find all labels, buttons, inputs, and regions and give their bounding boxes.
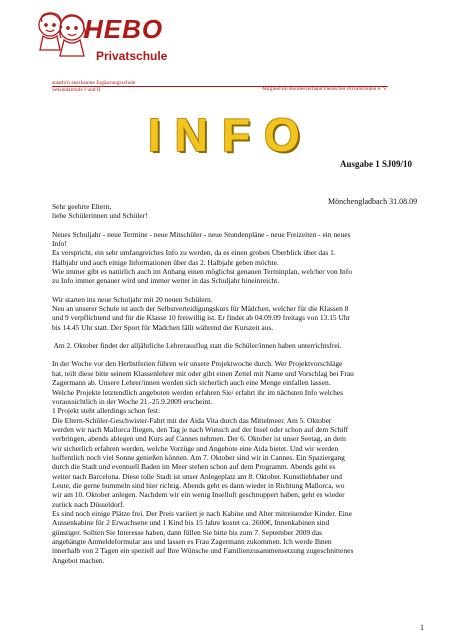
text-line: Info! — [52, 239, 67, 249]
text-line: zu Info immer genauer wird und immer weiter in das Schuljahr hineinreicht. — [52, 276, 280, 286]
text-line: günstiger. Sollten Sie Interesse haben, dann füllen Sie bitte bis zum 7. September 2009 das — [52, 527, 322, 537]
greeting-line: Sehr geehrte Eltern, — [52, 202, 112, 211]
school-logo — [34, 8, 168, 86]
text-line: Wir starten ins neue Schuljahr mit 20 neuen Schülern. — [52, 294, 213, 304]
paragraph-intro — [52, 230, 418, 286]
text-line: Wie immer gibt es natürlich auch im Anhang einen möglichst genauen Terminplan, welcher von Info — [52, 267, 352, 277]
text-line: Es sind noch einige Plätze frei. Der Preis variiert je nach Kabine und Alter mitreisender Kinder. Eine — [52, 508, 352, 518]
text-line: Welche Projekte letztendlich angeboten werden erfahren Sie/ erfahrt ihr im nächsten Info welches — [52, 387, 343, 397]
greeting — [52, 202, 418, 221]
text-line: Leute, die gerne bummeln sind hier richtig. Abends geht es dann wieder in Richtung Mallorca, wo — [52, 480, 345, 490]
issue-label: Ausgabe 1 SJ09/10 — [340, 159, 413, 169]
school-line-2: Sekundarstufe I und II — [52, 86, 101, 93]
text-line: hoffentlich noch viel Sonne genießen können. Am 7. Oktober sind wir in Cannes. Ein Spaziergang — [52, 452, 345, 462]
text-line: durch die Stadt und eventuell Baden im Meer stehen schon auf dem Programm. Abends geht es — [52, 462, 336, 472]
text-line: Am 2. Oktober findet der alljährliche Lehrerausflug statt die Schüler/innen haben unterrichtsfrei. — [52, 341, 342, 351]
logo-subtitle: Privatschule — [96, 49, 168, 63]
text-line: voraussichtlich in der Woche 21.-25.9.2009 erscheint. — [52, 396, 213, 406]
text-line: weiter nach Barcelona. Diese tolle Stadt ist unser Anlegeplatz am 8. Oktober. Kunstliebhaber und — [52, 471, 342, 481]
paragraph-new-students — [52, 295, 418, 332]
text-line: Aussenkabine für 2 Erwachsene und 1 Kind bis 15 Jahre kostet ca. 2600€, Innenkabinen sind — [52, 518, 330, 528]
school-line-1: staatlich anerkannte Ergänzungsschule — [52, 80, 136, 86]
text-line: Die Eltern-Schüler-Geschwister-Fahrt mit der Aida Vita durch das Mittelmeer. Am 5. Oktober — [52, 415, 332, 425]
text-line: innerhalb von 2 Tagen ein speziell auf Ihre Wünsche und Familienzusammensetzung zugeschnittenes — [52, 546, 354, 556]
text-line: Es verspricht, ein sehr umfangreiches Info zu werden, da es einen groben Überblick über das 1. — [52, 248, 336, 258]
text-line: bis 14.45 Uhr statt. Der Sport für Mädchen fällt während der Kurszeit aus. — [52, 322, 274, 332]
text-line: Neu an unserer Schule ist auch der Selbstverteidigungskurs für Mädchen, welcher für die Klassen 8 — [52, 304, 349, 314]
text-line: wir sicherlich erfahren werden, welche Vorzüge und Angebote eine Aida bietet. Und wir werden — [52, 443, 339, 453]
paragraph-project-week — [52, 359, 418, 565]
membership-note: Mitglied im Bundesverband Deutscher Privatschulen e. V. — [262, 86, 388, 92]
text-line: zurück nach Düsseldorf. — [52, 499, 125, 509]
letter-body — [52, 200, 418, 565]
text-line: und 9 verpflichtend und für die Klasse 10 freiwillig ist. Er findet ab 04.09.09 freitags von 13.15 Uhr — [52, 313, 351, 323]
text-line: angehängte Anmeldeformular aus und lassen es Frau Zagermann zukommen. Ich werde Ihnen — [52, 537, 332, 546]
text-line: Neues Schuljahr - neue Termine - neue Mitschüler - neue Stundenpläne - neue Freizeiten - ein neues — [52, 229, 351, 239]
text-line: 1 Projekt steht allerdings schon fest: — [52, 406, 161, 416]
greeting-line: liebe Schülerinnen und Schüler! — [52, 211, 148, 221]
text-line: Zagermann ab. Unsere Lehrer/innen werden sich sicherlich auch eine Menge einfallen lassen. — [52, 378, 331, 388]
paragraph-teacher-trip — [52, 341, 418, 350]
text-line: wir am 10. Oktober anlegen. Nachdem wir ein wenig Inselluft geschnuppert haben, geht es wieder — [52, 490, 345, 500]
text-line: werden wir nach Mallorca fliegen, den Tag je nach Wunsch auf der Insel oder schon auf dem Schiff — [52, 424, 349, 434]
text-line: Halbjahr und auch einige Informationen über das 2. Halbjahr geben möchte. — [52, 257, 279, 267]
logo-wordmark: HEBO — [84, 14, 164, 44]
info-title: INFO — [148, 109, 314, 161]
text-line: verbringen, abends ablegen und Kurs auf Cannes nehmen. Der 6. Oktober ist unser Seetag, an dem — [52, 434, 346, 444]
text-line: In der Woche vor den Herbstferien führen wir unsere Projektwoche durch. Wer Projektvorschläge — [52, 359, 343, 369]
text-line: hat, teilt diese bitte seinem Klassenlehrer mit oder gibt einen Zettel mit Name und Vorschlag bei Frau — [52, 368, 354, 378]
page-number: 1 — [420, 623, 424, 632]
text-line: Angebot machen. — [52, 555, 105, 565]
date-line: Mönchengladbach 31.08.09 — [328, 197, 418, 206]
